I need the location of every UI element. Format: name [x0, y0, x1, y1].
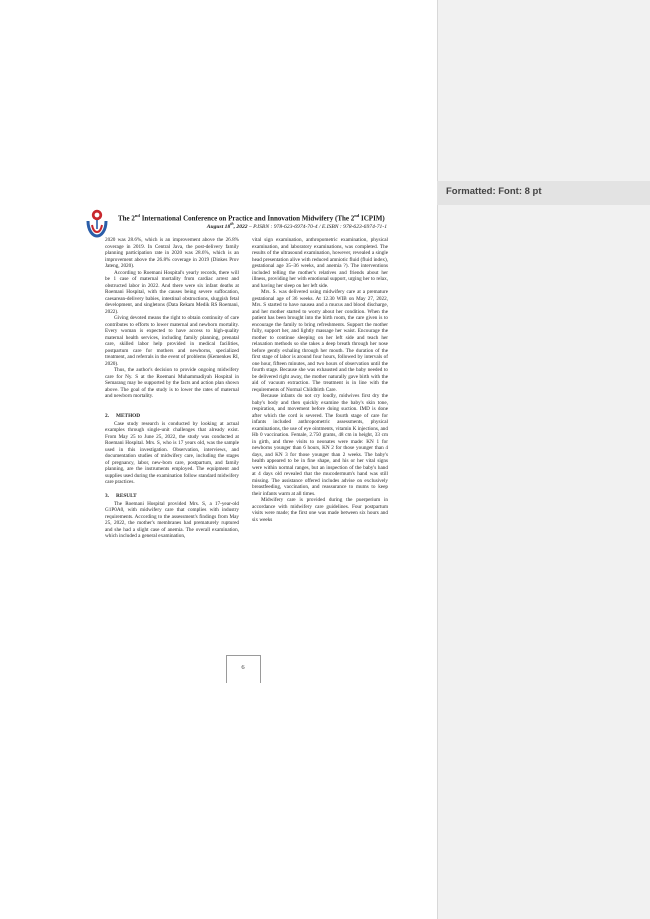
page-number-box-top	[226, 655, 260, 656]
conference-logo-icon	[84, 205, 110, 239]
result-heading: 3. RESULT	[105, 492, 137, 499]
page-number: 6	[241, 664, 245, 671]
paragraph: According to Roemani Hospital's yearly records, there will be 1 case of maternal mortality from cardiac arrest and obstructed labor in 2022. And there were six infant deaths at Roemani Hospital, with the causes being severe suffocation, caesarean-delivery babies, intestinal obstructions, sluggish fetal development, and singletons (Data Rekam Medik RS Roemani, 2022).	[105, 269, 239, 315]
paragraph: 2020 was 28.6%, which is an improvement above the 26.8% coverage in 2019. In Central Java, the post-delivery family planning participation rate in 2020 was 28.6%, which is an improvement above the 26.8% coverage in 2019 (Dinkes Prov Jateng, 2020).	[105, 237, 239, 269]
paragraph: Case study research is conducted by looking at actual examples through single-unit challenges that already exist. From May 25 to June 25, 2022, the study was conducted at Roemani Hospital. Mrs. S, who is 17 years old, was the sample used in this investigation. Observation, interviews, and documentation studies of midwifery care, including the stages of pregnancy, labor, new-born care, postpartum, and family planning, are the instruments employed. The equipment and supplies used during the examination follow standard midwifery care practices.	[105, 420, 239, 485]
comment-pane	[437, 0, 650, 919]
right-column	[252, 237, 388, 523]
pane-divider	[437, 0, 438, 919]
paragraph: vital sign examination, anthropometric examination, physical examination, and laboratory examinations, was completed. The results of the ultrasound examination, however, revealed a single head presentation alive with reduced amniotic fluid (fluid index), gestational age 35–36 weeks, and anemia ?). The interventions included telling the mother's relatives and friends about her illness, providing her with emotional support, urging her to relax, and having her sleep on her left side.	[252, 237, 388, 289]
conference-date-isbn: August 18th, 2022 – P.ISBN : 978-623-6974-70-4 / E.ISBN : 978-623-6974-71-1	[206, 221, 387, 230]
paragraph: Thus, the author's decision to provide ongoing midwifery care for Ny. S at the Roemani Muhammadiyah Hospital in Semarang may be supported by the facts and action plan shown above. The goal of the study is to lower the rates of maternal and newborn mortality.	[105, 367, 239, 399]
paragraph: Midwifery care is provided during the puerperium in accordance with midwifery care guidelines. Four postpartum visits were made; the first one was made between six hours and six weeks	[252, 497, 388, 523]
paragraph: Because infants do not cry loudly, midwives first dry the baby's body and then quickly examine the baby's skin tone, respiration, and movement before doing suction. IMD is done after which the cord is severed. The fourth stage of care for infants included anthropometric assessments, physical examinations, the use of eye ointments, vitamin K injections, and Hb 0 vaccination. Female, 2.750 grams, 48 cm in height, 33 cm in girth, and three visits to neonates were made: KN 1 for newborns younger than 6 hours, KN 2 for those younger than 4 days, and KN 3 for those younger than 2 weeks. The baby's health appeared to be in fine shape, and his or her vital signs were within normal ranges, but an inspection of the baby's hand at 4 days old revealed that the mucodermum's hand was still missing. The assistance offered includes advise on exclusively breastfeeding, vaccination, and reassurance to mums to keep their infants warm at all times.	[252, 393, 388, 497]
comment-label: Formatted: Font: 8 pt	[446, 186, 542, 197]
method-heading: 2. METHOD	[105, 412, 141, 419]
page-number-box-right	[260, 655, 261, 683]
left-column	[105, 237, 239, 540]
conference-title: The 2nd International Conference on Practice and Innovation Midwifery (The 2nd ICPIM)	[118, 213, 385, 223]
paragraph: The Roemani Hospital provided Mrs. S, a 17-year-old G1P0A0, with midwifery care that complies with industry requirements. According to the assessment's findings from May 25, 2022, the mother's membranes had prematurely ruptured and she had a slight case of anemia. The overall examination, which included a general examination,	[105, 500, 239, 539]
paragraph: Giving devoted means the right to obtain continuity of care contributes to efforts to lower maternal and newborn mortality. Every woman is expected to have access to high-quality maternal health services, including family planning, prenatal care, skilled labor help provided in medical facilities, postpartum care for mothers and newborns, specialized treatment, and referrals in the event of problems (Kemenkes RI, 2020).	[105, 315, 239, 367]
paragraph: Mrs. S. was delivered using midwifery care at a premature gestational age of 36 weeks. At 12.30 WIB on May 27, 2022, Mrs. S started to have nausea and a mucus and blood discharge, and her mother started to worry about her condition. When the patient has been brought into the birth room, the care given is to encourage the family to bring refreshments. Support the mother fully, support her, and lightly massage her waist. Encourage the mother to continue sleeping on her left side and teach her relaxation methods so she takes a deep breath through her nose before gently exhaling through her mouth. The duration of the first stage of labor is around four hours, followed by intervals of one hour, fifteen minutes, and two hours of observation until the fourth stage. Because she was exhausted and the baby needed to be delivered right away, the mother naturally gave birth with the aid of vacuum extraction. The treatment is in line with the requirements of Normal Childbirth Care.	[252, 289, 388, 393]
